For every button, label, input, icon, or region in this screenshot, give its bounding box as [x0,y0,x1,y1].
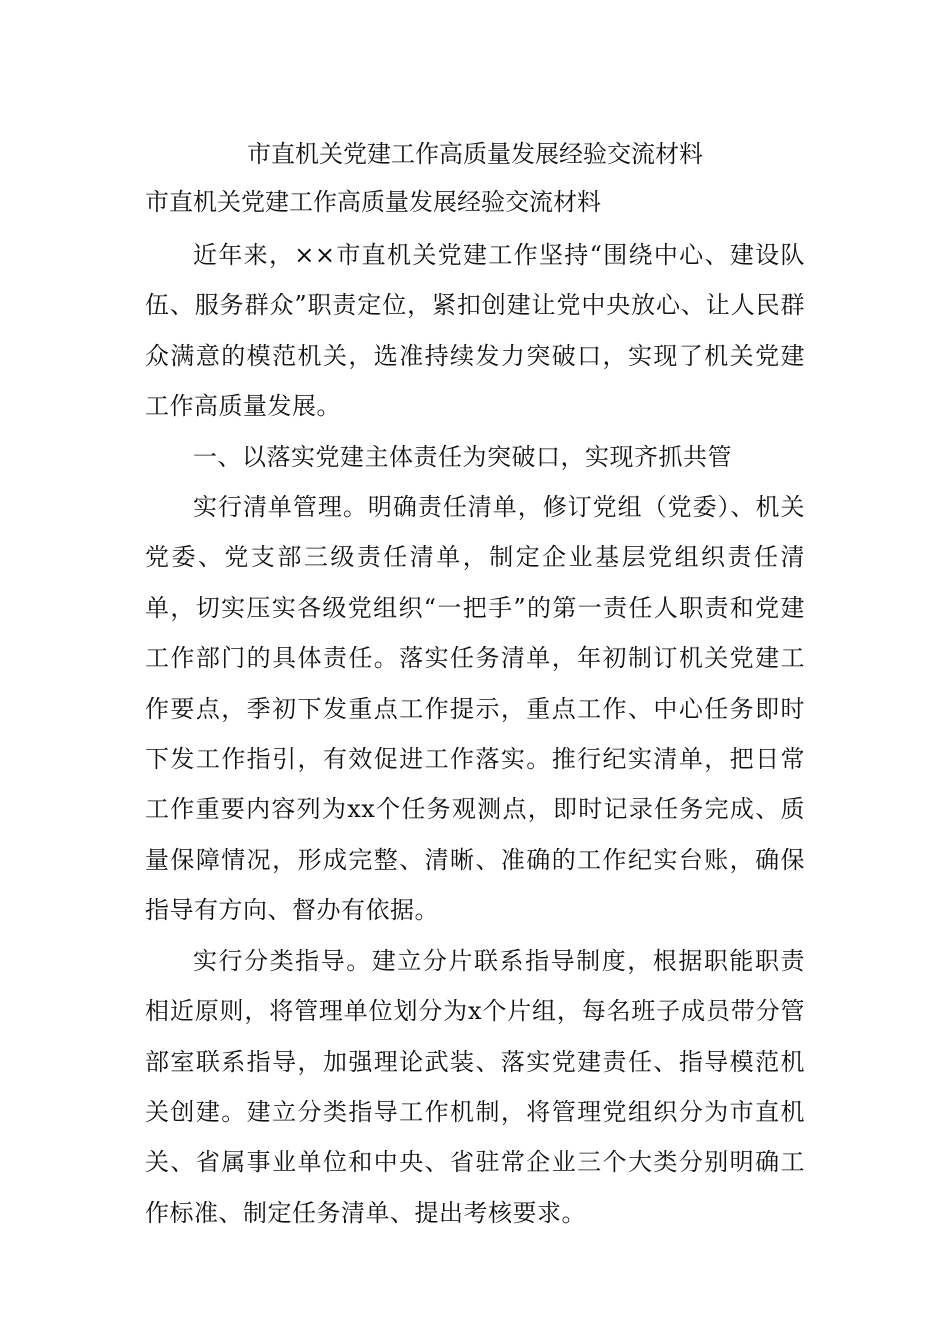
document-subtitle: 市直机关党建工作高质量发展经验交流材料 [145,188,601,216]
document-body [145,230,805,1238]
section-heading-1: 一、以落实党建主体责任为突破口，实现齐抓共管 [193,442,732,471]
paragraph-list-management: 实行清单管理。明确责任清单，修订党组（党委）、机关党委、党支部三级责任清单，制定企业基层党组织责任清单，切实压实各级党组织“一把手”的第一责任人职责和党建工作部门的具体责任。落实任务清单，年初制订机关党建工作要点，季初下发重点工作提示，重点工作、中心任务即时下发工作指引，有效促进工作落实。推行纪实清单，把日常工作重要内容列为xx个任务观测点，即时记录任务完成、质量保障情况，形成完整、清晰、准确的工作纪实台账，确保指导有方向、督办有依据。 [145,493,805,925]
document-title: 市直机关党建工作高质量发展经验交流材料 [247,140,703,168]
paragraph-intro: 近年来，××市直机关党建工作坚持“围绕中心、建设队伍、服务群众”职责定位，紧扣创建让党中央放心、让人民群众满意的模范机关，选准持续发力突破口，实现了机关党建工作高质量发展。 [145,241,805,421]
paragraph-classified-guidance: 实行分类指导。建立分片联系指导制度，根据职能职责相近原则，将管理单位划分为x个片组，每名班子成员带分管部室联系指导，加强理论武装、落实党建责任、指导模范机关创建。建立分类指导工作机制，将管理党组织分为市直机关、省属事业单位和中央、省驻常企业三个大类分别明确工作标准、制定任务清单、提出考核要求。 [145,946,805,1227]
